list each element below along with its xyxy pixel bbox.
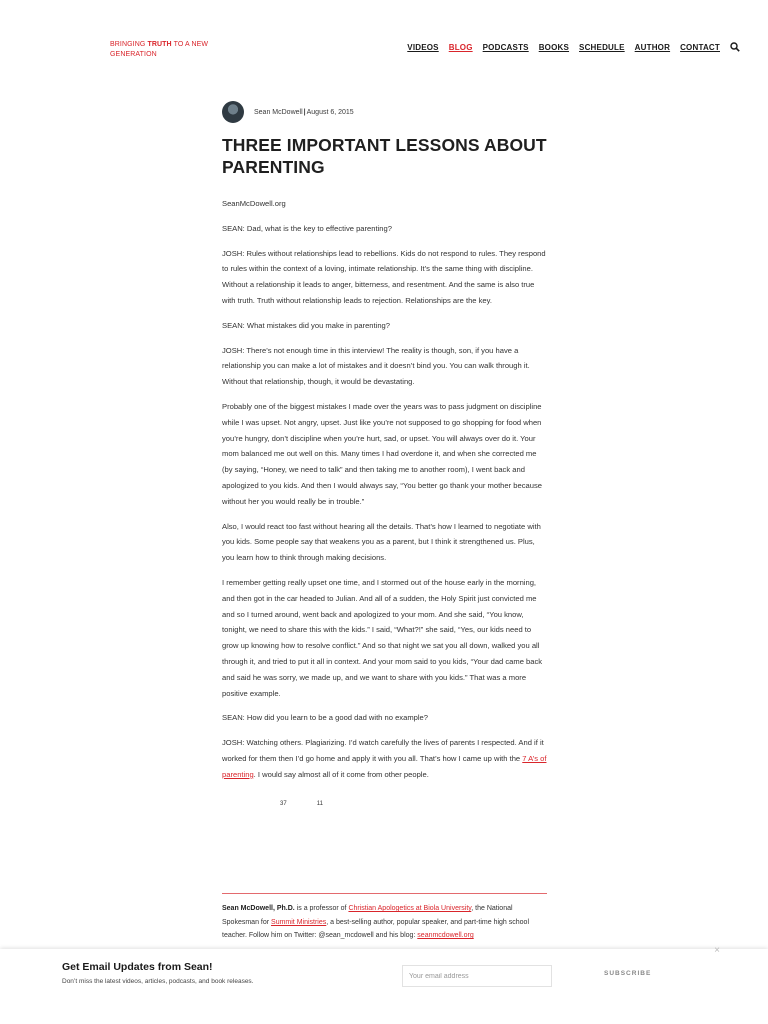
site-header [0,0,768,80]
email-input[interactable] [402,965,552,987]
search-icon[interactable] [730,42,740,52]
article-source: SeanMcDowell.org [222,199,286,208]
share-count-2[interactable]: 11 [316,800,323,807]
main-nav [407,42,740,52]
nav-schedule[interactable]: SCHEDULE [579,42,625,52]
paragraph-7: I remember getting really upset one time, and I stormed out of the house early in the morning, and then got in the car headed to Julian. And all of a sudden, the Holy Spirit just convicted me and so I turned around, went back and apologized to your mom. And she said, “You know, tonight, we need to share this with the kids.” I said, “What?!” she said, “Yes, our kids need to grow up knowing how to resolve conflict.” And so that night we sat you all down, walked you all through it, and tried to put it all in context. And your mom said to you kids, “Your dad came back and said he was sorry, we made up, and we want to share with you kids.” That was a more positive example. [222,577,543,698]
share-counts [222,801,548,807]
bio-divider [222,893,547,894]
blog-link[interactable]: seanmcdowell.org [417,932,474,939]
byline-text [254,109,354,116]
tagline-part-1: BRINGING [110,41,148,48]
article-body [222,196,548,783]
paragraph-9-start: JOSH: Watching others. Plagiarizing. I’d watch carefully the lives of parents I respected. And if it worked for them then I’d go home and apply it with you all. That’s how I came up with the [222,738,544,763]
close-icon[interactable]: × [714,945,720,956]
paragraph-9-end: . I would say almost all of it come from other people. [253,769,429,779]
paragraph-9 [222,735,548,782]
nav-blog[interactable]: BLOG [448,42,473,52]
post-date: August 6, 2015 [306,108,354,116]
author-avatar [222,101,244,123]
summit-link[interactable]: Summit Ministries [271,918,327,926]
tagline-part-2: TO A NEW GENERATION [110,41,209,58]
email-signup-bar [0,945,768,1024]
bio-text-1: is a professor of [294,905,349,912]
paragraph-8: SEAN: How did you learn to be a good dad with no example? [222,713,429,723]
byline [222,100,548,124]
paragraph-2: JOSH: Rules without relationships lead to rebellions. Kids do not respond to rules. They respond to rules within the context of a loving, intimate relationship. It’s the same thing with discipline. Without a relationship it leads to anger, bitterness, and resentment. And the same is also true with truth. Truth without relationship leads to rejection. Relationships are the key. [222,248,546,305]
biola-link[interactable]: Christian Apologetics at Biola University [348,905,472,912]
author-name[interactable]: Sean McDowell [254,108,303,116]
article [222,100,548,807]
paragraph-3: SEAN: What mistakes did you make in parenting? [222,320,390,330]
paragraph-5: Probably one of the biggest mistakes I made over the years was to pass judgment on discipline while I was upset. Not angry, upset. Just like you’re not supposed to go shopping for food when you’re hungry, don’t discipline when you’re hurt, sad, or upset. You will always over do it. Your mom balanced me out well on this. Many times I had overdone it, and when she corrected me (by saying, “Honey, we need to talk” and then taking me to another room), I went back and apologized to you kids. And then I would always say, “You better go thank your mother because without her you would really be in trouble.” [222,401,542,506]
paragraph-6: Also, I would react too fast without hearing all the details. That’s how I learned to negotiate with you kids. Some people say that weakens you as a parent, but I think it strengthened us. Plus, you learn how to think through making decisions. [222,521,541,563]
nav-author[interactable]: AUTHOR [634,42,671,52]
nav-podcasts[interactable]: PODCASTS [482,42,529,52]
paragraph-1: SEAN: Dad, what is the key to effective parenting? [222,223,392,233]
email-title: Get Email Updates from Sean! [62,961,213,973]
nav-books[interactable]: BOOKS [538,42,570,52]
nav-videos[interactable]: VIDEOS [407,42,439,52]
email-subtitle: Don’t miss the latest videos, articles, podcasts, and book releases. [62,978,254,985]
tagline-truth: TRUTH [147,41,172,48]
site-tagline[interactable] [110,40,220,60]
bio-text-2: , the National Spokesman for [222,905,513,926]
author-bio [222,902,548,943]
seven-as-link[interactable]: 7 A’s of parenting [222,753,547,779]
byline-separator: | [303,108,306,116]
paragraph-4: JOSH: There’s not enough time in this interview! The reality is though, son, if you have a relationship you can make a lot of mistakes and it doesn’t bind you. You can walk through it. Without that relationship, though, it would be devastating. [222,345,530,387]
share-count-1[interactable]: 37 [280,800,287,807]
article-title: THREE IMPORTANT LESSONS ABOUT PARENTING [222,135,547,177]
subscribe-button[interactable]: SUBSCRIBE [598,969,657,978]
bio-text-3: , a best-selling author, popular speaker, and part-time high school teacher. Follow him on Twitter: @sean_mcdowell and his blog: [222,918,529,939]
nav-contact[interactable]: CONTACT [680,42,720,52]
bio-name: Sean McDowell, Ph.D. [222,905,295,912]
